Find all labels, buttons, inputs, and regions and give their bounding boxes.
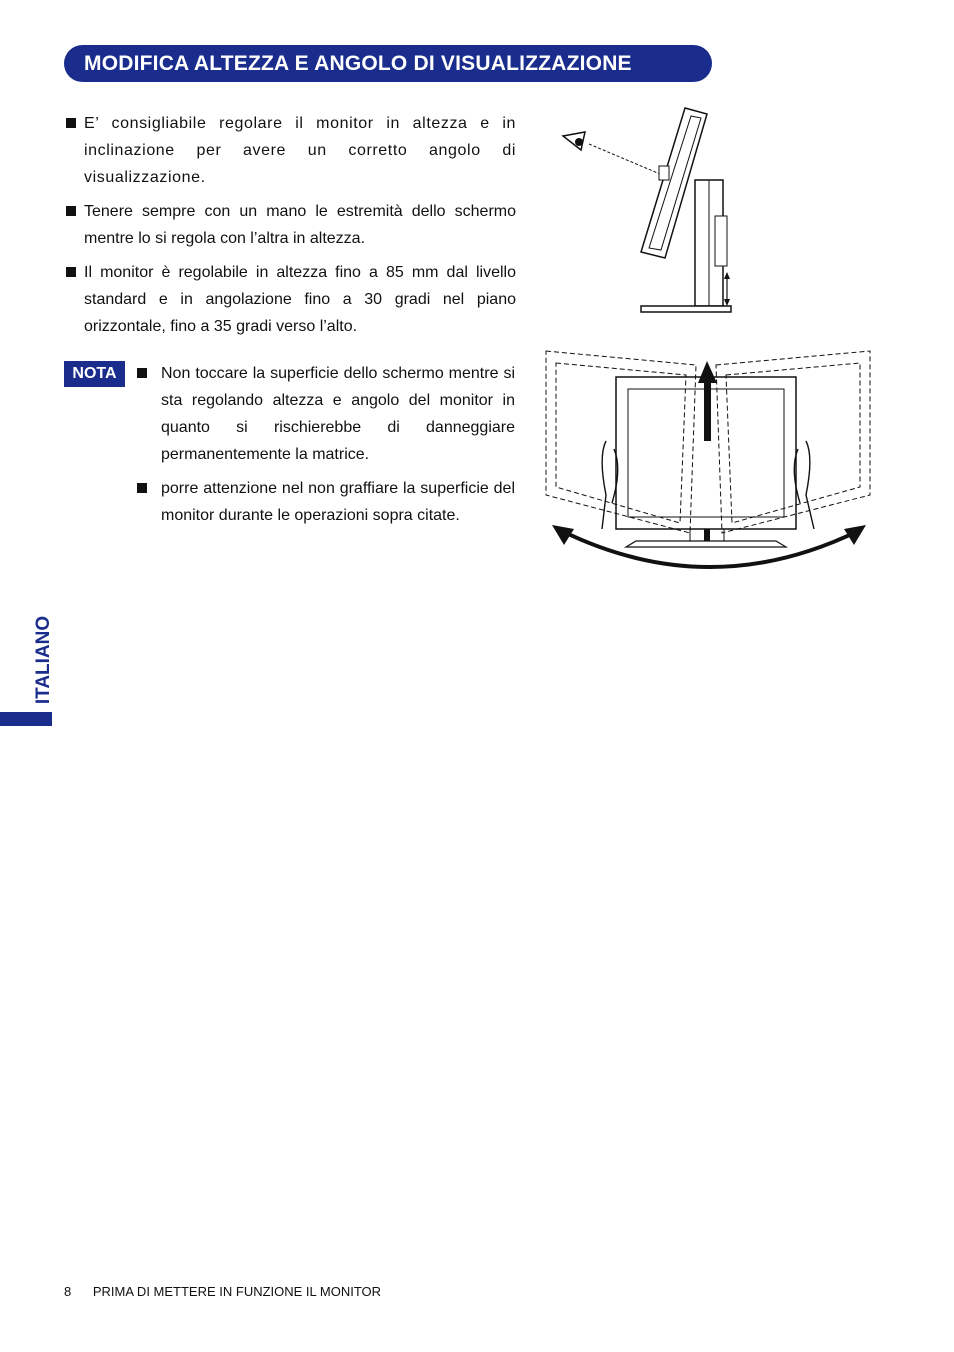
monitor-swivel-figure bbox=[540, 345, 875, 585]
language-tab-bar bbox=[0, 712, 52, 726]
page-number: 8 bbox=[64, 1284, 72, 1299]
nota-item: porre attenzione nel non graffiare la superficie del monitor durante le operazioni sopra citate. bbox=[137, 475, 515, 529]
language-label: ITALIANO bbox=[33, 615, 54, 705]
page-footer bbox=[64, 1284, 381, 1299]
section-title-text: MODIFICA ALTEZZA E ANGOLO DI VISUALIZZAZIONE bbox=[84, 51, 632, 75]
monitor-tilt-figure bbox=[555, 100, 745, 320]
nota-list bbox=[137, 360, 515, 536]
nota-item: Non toccare la superficie dello schermo mentre si sta regolando altezza e angolo del monitor in quanto si rischierebbe di danneggiare permanentemente la matrice. bbox=[137, 360, 515, 468]
instruction-item: Il monitor è regolabile in altezza fino a 85 mm dal livello standard e in angolazione fino a 30 gradi nel piano orizzontale, fino a 35 gradi verso l’alto. bbox=[66, 259, 516, 340]
language-tab bbox=[32, 614, 56, 706]
nota-label: NOTA bbox=[72, 365, 117, 382]
instruction-item: Tenere sempre con un mano le estremità dello schermo mentre lo si regola con l’altra in altezza. bbox=[66, 198, 516, 252]
nota-badge bbox=[64, 361, 125, 387]
instruction-list bbox=[66, 110, 516, 347]
section-title bbox=[64, 45, 712, 82]
footer-text: PRIMA DI METTERE IN FUNZIONE IL MONITOR bbox=[92, 1284, 382, 1299]
instruction-item: E’ consigliabile regolare il monitor in altezza e in inclinazione per avere un corretto angolo di visualizzazione. bbox=[66, 110, 516, 191]
